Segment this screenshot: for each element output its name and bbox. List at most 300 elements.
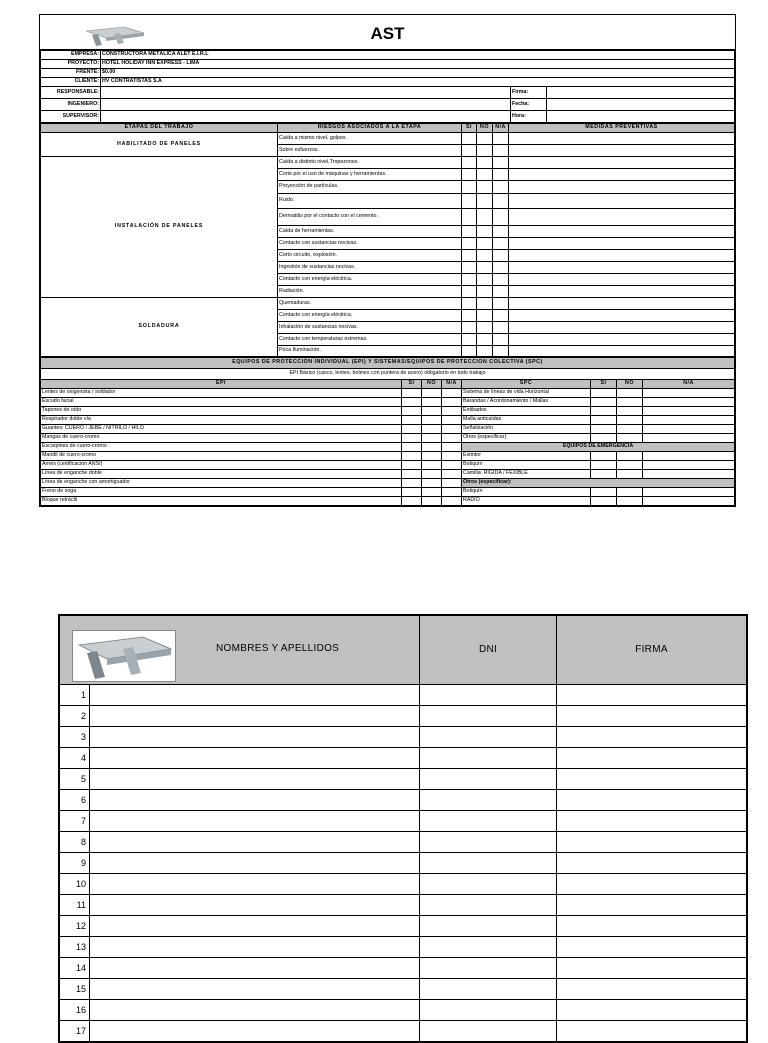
check-si[interactable] bbox=[462, 181, 477, 194]
check-na[interactable] bbox=[493, 250, 509, 262]
check-no[interactable] bbox=[422, 389, 442, 398]
epi-item: Mandil de cuero-cromo bbox=[41, 452, 402, 461]
name-cell[interactable] bbox=[90, 895, 420, 916]
row-number: 6 bbox=[60, 790, 90, 811]
dni-cell[interactable] bbox=[420, 811, 557, 832]
info-label: FRENTE: bbox=[41, 69, 101, 78]
measure-cell[interactable] bbox=[509, 322, 735, 334]
stage-name: INSTALACIÓN DE PANELES bbox=[41, 157, 278, 298]
check-no[interactable] bbox=[477, 169, 493, 181]
check-no[interactable] bbox=[477, 250, 493, 262]
check-si[interactable] bbox=[591, 416, 617, 425]
check-no[interactable] bbox=[422, 407, 442, 416]
check-na[interactable] bbox=[493, 209, 509, 226]
info-label: PROYECTO: bbox=[41, 60, 101, 69]
staff-label: SUPERVISOR: bbox=[41, 111, 101, 123]
names-header-label: NOMBRES Y APELLIDOS bbox=[216, 643, 340, 654]
measure-cell[interactable] bbox=[509, 169, 735, 181]
col-etapas: ETAPAS DEL TRABAJO bbox=[41, 124, 278, 133]
check-no[interactable] bbox=[422, 488, 442, 497]
risk-item: Poca Iluminación. bbox=[278, 346, 462, 357]
epi-item: Arnés (certificación ANSI) bbox=[41, 461, 402, 470]
check-no[interactable] bbox=[477, 286, 493, 298]
dni-cell[interactable] bbox=[420, 895, 557, 916]
check-no[interactable] bbox=[477, 157, 493, 169]
measure-cell[interactable] bbox=[509, 274, 735, 286]
measure-cell[interactable] bbox=[509, 157, 735, 169]
info-label: EMPRESA: bbox=[41, 51, 101, 60]
epi-item: Escudo facial bbox=[41, 398, 402, 407]
dni-cell[interactable] bbox=[420, 1000, 557, 1021]
firma-cell[interactable] bbox=[557, 916, 747, 937]
check-si[interactable] bbox=[402, 407, 422, 416]
check-na[interactable] bbox=[493, 181, 509, 194]
col-na: N/A bbox=[493, 124, 509, 133]
check-no[interactable] bbox=[477, 346, 493, 357]
firma-cell[interactable] bbox=[557, 895, 747, 916]
firma-cell[interactable] bbox=[557, 769, 747, 790]
info-value[interactable]: $0.00 bbox=[101, 69, 735, 78]
check-si[interactable] bbox=[591, 407, 617, 416]
row-number: 3 bbox=[60, 727, 90, 748]
row-number: 4 bbox=[60, 748, 90, 769]
check-na[interactable] bbox=[493, 322, 509, 334]
name-cell[interactable] bbox=[90, 853, 420, 874]
staff-right-value[interactable] bbox=[547, 87, 735, 99]
staff-right-value[interactable] bbox=[547, 111, 735, 123]
epi-item: Bloque retráctil bbox=[41, 497, 402, 506]
check-si[interactable] bbox=[462, 250, 477, 262]
check-na[interactable] bbox=[442, 470, 462, 479]
stage-name: SOLDADURA bbox=[41, 298, 278, 357]
row-number: 10 bbox=[60, 874, 90, 895]
check-no[interactable] bbox=[477, 238, 493, 250]
check-na[interactable] bbox=[442, 389, 462, 398]
col-spc-na: N/A bbox=[643, 380, 735, 389]
epp-table bbox=[40, 357, 735, 506]
measure-cell[interactable] bbox=[509, 310, 735, 322]
check-si[interactable] bbox=[462, 274, 477, 286]
name-cell[interactable] bbox=[90, 958, 420, 979]
dni-cell[interactable] bbox=[420, 769, 557, 790]
staff-value[interactable] bbox=[101, 111, 511, 123]
check-na[interactable] bbox=[493, 169, 509, 181]
emergency-item: Extintor bbox=[462, 452, 591, 461]
check-si[interactable] bbox=[462, 286, 477, 298]
risk-table bbox=[40, 123, 735, 357]
name-cell[interactable] bbox=[90, 685, 420, 706]
check-si[interactable] bbox=[462, 262, 477, 274]
firma-cell[interactable] bbox=[557, 811, 747, 832]
name-cell[interactable] bbox=[90, 706, 420, 727]
firma-cell[interactable] bbox=[557, 748, 747, 769]
check-na[interactable] bbox=[493, 274, 509, 286]
row-number: 7 bbox=[60, 811, 90, 832]
check-si[interactable] bbox=[591, 461, 617, 470]
signature-table bbox=[59, 615, 747, 1042]
check-na[interactable] bbox=[493, 238, 509, 250]
check-na[interactable] bbox=[442, 488, 462, 497]
check-no[interactable] bbox=[617, 470, 643, 479]
check-si[interactable] bbox=[462, 194, 477, 209]
check-na[interactable] bbox=[493, 334, 509, 346]
staff-right-value[interactable] bbox=[547, 99, 735, 111]
check-si[interactable] bbox=[402, 398, 422, 407]
risk-item: Dermatitis por el contacto con el cemento. bbox=[278, 209, 462, 226]
epp-note: EPI Básico (casco, lentes, botines con puntera de acero) obligatorio en todo trabajo bbox=[41, 369, 735, 380]
measure-cell[interactable] bbox=[509, 133, 735, 145]
risk-item: Caída a mismo nivel, golpes. bbox=[278, 133, 462, 145]
check-no[interactable] bbox=[477, 262, 493, 274]
info-label: CLIENTE: bbox=[41, 78, 101, 87]
dni-cell[interactable] bbox=[420, 748, 557, 769]
check-na[interactable] bbox=[442, 461, 462, 470]
name-cell[interactable] bbox=[90, 790, 420, 811]
check-si[interactable] bbox=[462, 298, 477, 310]
epi-item: Respirador doble vía bbox=[41, 416, 402, 425]
firma-cell[interactable] bbox=[557, 874, 747, 895]
row-number: 16 bbox=[60, 1000, 90, 1021]
check-na[interactable] bbox=[442, 407, 462, 416]
epi-item: Freno de soga bbox=[41, 488, 402, 497]
check-na[interactable] bbox=[442, 425, 462, 434]
check-si[interactable] bbox=[402, 470, 422, 479]
check-na[interactable] bbox=[442, 479, 462, 488]
check-no[interactable] bbox=[422, 470, 442, 479]
check-no[interactable] bbox=[477, 298, 493, 310]
check-na[interactable] bbox=[643, 470, 735, 479]
check-si[interactable] bbox=[591, 497, 617, 506]
check-na[interactable] bbox=[493, 262, 509, 274]
risk-item: Corto circuito, explosión. bbox=[278, 250, 462, 262]
col-si: SI bbox=[462, 124, 477, 133]
measure-cell[interactable] bbox=[509, 194, 735, 209]
risk-item: Radiación. bbox=[278, 286, 462, 298]
col-no: NO bbox=[477, 124, 493, 133]
check-si[interactable] bbox=[402, 389, 422, 398]
check-no[interactable] bbox=[477, 145, 493, 157]
check-na[interactable] bbox=[442, 497, 462, 506]
staff-label: INGENIERO: bbox=[41, 99, 101, 111]
row-number: 2 bbox=[60, 706, 90, 727]
spc-item: Malla anticaídas bbox=[462, 416, 591, 425]
check-no[interactable] bbox=[617, 389, 643, 398]
check-na[interactable] bbox=[442, 452, 462, 461]
check-no[interactable] bbox=[617, 416, 643, 425]
dni-cell[interactable] bbox=[420, 874, 557, 895]
check-si[interactable] bbox=[591, 470, 617, 479]
name-cell[interactable] bbox=[90, 832, 420, 853]
risk-item: Contacto con energía eléctrica. bbox=[278, 310, 462, 322]
col-spc: SPC bbox=[462, 380, 591, 389]
risk-item: Ruido. bbox=[278, 194, 462, 209]
row-number: 1 bbox=[60, 685, 90, 706]
row-number: 14 bbox=[60, 958, 90, 979]
dni-cell[interactable] bbox=[420, 937, 557, 958]
check-si[interactable] bbox=[462, 226, 477, 238]
check-no[interactable] bbox=[422, 398, 442, 407]
form-title: AST bbox=[370, 24, 405, 43]
check-si[interactable] bbox=[462, 322, 477, 334]
check-na[interactable] bbox=[643, 398, 735, 407]
check-si[interactable] bbox=[402, 443, 422, 452]
check-na[interactable] bbox=[643, 461, 735, 470]
name-cell[interactable] bbox=[90, 937, 420, 958]
staff-right-label: Firma: bbox=[511, 87, 547, 99]
name-cell[interactable] bbox=[90, 727, 420, 748]
dni-cell[interactable] bbox=[420, 727, 557, 748]
check-na[interactable] bbox=[493, 194, 509, 209]
risk-item: Caída a distinto nivel,Tropezones. bbox=[278, 157, 462, 169]
check-no[interactable] bbox=[422, 479, 442, 488]
check-no[interactable] bbox=[477, 209, 493, 226]
row-number: 5 bbox=[60, 769, 90, 790]
risk-item: Inhalación de sustancias nocivas. bbox=[278, 322, 462, 334]
check-no[interactable] bbox=[477, 133, 493, 145]
check-si[interactable] bbox=[402, 479, 422, 488]
form-header bbox=[40, 15, 735, 50]
check-no[interactable] bbox=[422, 461, 442, 470]
risk-item: Contacto con temperaturas extremas. bbox=[278, 334, 462, 346]
check-no[interactable] bbox=[617, 434, 643, 443]
emergency-item: Botiquín bbox=[462, 461, 591, 470]
otros-title: Otros (especificar): bbox=[462, 479, 735, 488]
col-riesgos: RIESGOS ASOCIADOS A LA ETAPA bbox=[278, 124, 462, 133]
firma-cell[interactable] bbox=[557, 790, 747, 811]
measure-cell[interactable] bbox=[509, 262, 735, 274]
check-no[interactable] bbox=[477, 322, 493, 334]
col-spc-no: NO bbox=[617, 380, 643, 389]
firma-cell[interactable] bbox=[557, 979, 747, 1000]
measure-cell[interactable] bbox=[509, 298, 735, 310]
check-na[interactable] bbox=[643, 497, 735, 506]
signature-sheet bbox=[58, 614, 748, 1043]
dni-cell[interactable] bbox=[420, 958, 557, 979]
row-number: 12 bbox=[60, 916, 90, 937]
row-number: 13 bbox=[60, 937, 90, 958]
check-si[interactable] bbox=[462, 169, 477, 181]
risk-item: Caída de herramientas. bbox=[278, 226, 462, 238]
col-medidas: MEDIDAS PREVENTIVAS bbox=[509, 124, 735, 133]
epi-item: Tapones de oído bbox=[41, 407, 402, 416]
risk-item: Quemaduras. bbox=[278, 298, 462, 310]
name-cell[interactable] bbox=[90, 874, 420, 895]
epi-item: Lentes de oxigenista / soldador bbox=[41, 389, 402, 398]
check-si[interactable] bbox=[462, 310, 477, 322]
check-na[interactable] bbox=[493, 157, 509, 169]
dni-cell[interactable] bbox=[420, 685, 557, 706]
steel-beam-logo-icon bbox=[72, 630, 176, 682]
name-cell[interactable] bbox=[90, 1000, 420, 1021]
row-number: 17 bbox=[60, 1021, 90, 1042]
check-no[interactable] bbox=[477, 194, 493, 209]
otros-item: RADIO bbox=[462, 497, 591, 506]
spc-item: Otros (especificar): bbox=[462, 434, 591, 443]
check-si[interactable] bbox=[462, 145, 477, 157]
col-epi: EPI bbox=[41, 380, 402, 389]
dni-cell[interactable] bbox=[420, 979, 557, 1000]
staff-right-label: Fecha: bbox=[511, 99, 547, 111]
row-number: 11 bbox=[60, 895, 90, 916]
check-no[interactable] bbox=[422, 452, 442, 461]
check-si[interactable] bbox=[462, 334, 477, 346]
risk-item: Contacto con sustancias nocivas. bbox=[278, 238, 462, 250]
name-cell[interactable] bbox=[90, 979, 420, 1000]
check-na[interactable] bbox=[493, 226, 509, 238]
col-spc-si: SI bbox=[591, 380, 617, 389]
spc-item: Sistema de líneas de vida Horizontal bbox=[462, 389, 591, 398]
name-cell[interactable] bbox=[90, 916, 420, 937]
measure-cell[interactable] bbox=[509, 286, 735, 298]
risk-item: Contacto con energía eléctrica. bbox=[278, 274, 462, 286]
check-no[interactable] bbox=[617, 398, 643, 407]
measure-cell[interactable] bbox=[509, 238, 735, 250]
check-si[interactable] bbox=[591, 398, 617, 407]
check-no[interactable] bbox=[477, 226, 493, 238]
check-si[interactable] bbox=[591, 425, 617, 434]
firma-cell[interactable] bbox=[557, 853, 747, 874]
firma-cell[interactable] bbox=[557, 685, 747, 706]
measure-cell[interactable] bbox=[509, 145, 735, 157]
check-na[interactable] bbox=[643, 434, 735, 443]
firma-header: FIRMA bbox=[557, 616, 747, 685]
info-value[interactable]: CONSTRUCTORA METÁLICA ALET E.I.R.L bbox=[101, 51, 735, 60]
stage-name: HABILITADO DE PANELES bbox=[41, 133, 278, 157]
dni-header: DNI bbox=[420, 616, 557, 685]
firma-cell[interactable] bbox=[557, 958, 747, 979]
dni-cell[interactable] bbox=[420, 832, 557, 853]
check-no[interactable] bbox=[617, 461, 643, 470]
staff-label: RESPONSABLE: bbox=[41, 87, 101, 99]
check-si[interactable] bbox=[402, 425, 422, 434]
check-si[interactable] bbox=[462, 157, 477, 169]
check-no[interactable] bbox=[617, 407, 643, 416]
dni-cell[interactable] bbox=[420, 916, 557, 937]
firma-cell[interactable] bbox=[557, 706, 747, 727]
check-na[interactable] bbox=[493, 298, 509, 310]
check-si[interactable] bbox=[462, 238, 477, 250]
risk-item: Ingestión de sustancias nocivas. bbox=[278, 262, 462, 274]
check-no[interactable] bbox=[422, 443, 442, 452]
check-no[interactable] bbox=[477, 334, 493, 346]
check-si[interactable] bbox=[402, 461, 422, 470]
firma-cell[interactable] bbox=[557, 937, 747, 958]
info-value[interactable]: HOTEL HOLIDAY INN EXPRESS - LIMA bbox=[101, 60, 735, 69]
check-si[interactable] bbox=[591, 452, 617, 461]
check-na[interactable] bbox=[493, 145, 509, 157]
check-si[interactable] bbox=[402, 488, 422, 497]
check-na[interactable] bbox=[493, 346, 509, 357]
check-si[interactable] bbox=[402, 452, 422, 461]
check-si[interactable] bbox=[402, 497, 422, 506]
epp-title: EQUIPOS DE PROTECCION INDIVIDUAL (EPI) Y SISTEMAS/EQUIPOS DE PROTECCION COLECTIVA (SPC) bbox=[41, 358, 735, 369]
col-epi-na: N/A bbox=[442, 380, 462, 389]
check-na[interactable] bbox=[493, 286, 509, 298]
dni-cell[interactable] bbox=[420, 790, 557, 811]
epi-item: Línea de enganche doble bbox=[41, 470, 402, 479]
check-no[interactable] bbox=[422, 434, 442, 443]
check-na[interactable] bbox=[442, 434, 462, 443]
check-si[interactable] bbox=[462, 133, 477, 145]
measure-cell[interactable] bbox=[509, 181, 735, 194]
check-na[interactable] bbox=[643, 488, 735, 497]
risk-item: Sobre esfuerzos. bbox=[278, 145, 462, 157]
spc-item: Señalización bbox=[462, 425, 591, 434]
check-na[interactable] bbox=[493, 310, 509, 322]
check-no[interactable] bbox=[617, 497, 643, 506]
check-na[interactable] bbox=[442, 398, 462, 407]
measure-cell[interactable] bbox=[509, 334, 735, 346]
check-si[interactable] bbox=[462, 346, 477, 357]
check-na[interactable] bbox=[643, 452, 735, 461]
check-na[interactable] bbox=[643, 416, 735, 425]
check-si[interactable] bbox=[591, 434, 617, 443]
check-na[interactable] bbox=[643, 407, 735, 416]
name-cell[interactable] bbox=[90, 748, 420, 769]
check-si[interactable] bbox=[402, 434, 422, 443]
staff-value[interactable] bbox=[101, 99, 511, 111]
firma-cell[interactable] bbox=[557, 832, 747, 853]
check-no[interactable] bbox=[422, 497, 442, 506]
risk-item: Corte por el uso de máquinas y herramientas. bbox=[278, 169, 462, 181]
col-epi-no: NO bbox=[422, 380, 442, 389]
epi-item: Mangas de cuero-cromo bbox=[41, 434, 402, 443]
check-no[interactable] bbox=[617, 425, 643, 434]
ast-form bbox=[39, 14, 736, 507]
epi-item: Línea de enganche con amortiguador bbox=[41, 479, 402, 488]
dni-cell[interactable] bbox=[420, 853, 557, 874]
check-na[interactable] bbox=[643, 425, 735, 434]
staff-right-label: Hora: bbox=[511, 111, 547, 123]
risk-item: Proyección de partículas. bbox=[278, 181, 462, 194]
name-cell[interactable] bbox=[90, 811, 420, 832]
name-cell[interactable] bbox=[90, 769, 420, 790]
firma-cell[interactable] bbox=[557, 727, 747, 748]
check-no[interactable] bbox=[477, 274, 493, 286]
firma-cell[interactable] bbox=[557, 1000, 747, 1021]
company-info-table bbox=[40, 50, 735, 123]
names-header bbox=[60, 616, 420, 685]
check-na[interactable] bbox=[493, 133, 509, 145]
check-no[interactable] bbox=[422, 416, 442, 425]
emergency-title: EQUIPOS DE EMERGENCIA bbox=[462, 443, 735, 452]
spc-item: Entibados bbox=[462, 407, 591, 416]
check-no[interactable] bbox=[477, 310, 493, 322]
check-no[interactable] bbox=[477, 181, 493, 194]
check-si[interactable] bbox=[402, 416, 422, 425]
check-na[interactable] bbox=[643, 389, 735, 398]
otros-item: Botiquín bbox=[462, 488, 591, 497]
check-na[interactable] bbox=[442, 416, 462, 425]
check-si[interactable] bbox=[591, 488, 617, 497]
check-no[interactable] bbox=[422, 425, 442, 434]
measure-cell[interactable] bbox=[509, 250, 735, 262]
emergency-item: Camilla: RIGIDA / FEXIBLE bbox=[462, 470, 591, 479]
row-number: 9 bbox=[60, 853, 90, 874]
measure-cell[interactable] bbox=[509, 226, 735, 238]
staff-value[interactable] bbox=[101, 87, 511, 99]
dni-cell[interactable] bbox=[420, 706, 557, 727]
check-si[interactable] bbox=[591, 389, 617, 398]
row-number: 8 bbox=[60, 832, 90, 853]
measure-cell[interactable] bbox=[509, 209, 735, 226]
check-no[interactable] bbox=[617, 488, 643, 497]
check-na[interactable] bbox=[442, 443, 462, 452]
check-no[interactable] bbox=[617, 452, 643, 461]
measure-cell[interactable] bbox=[509, 346, 735, 357]
check-si[interactable] bbox=[462, 209, 477, 226]
info-value[interactable]: HV CONTRATISTAS S.A bbox=[101, 78, 735, 87]
